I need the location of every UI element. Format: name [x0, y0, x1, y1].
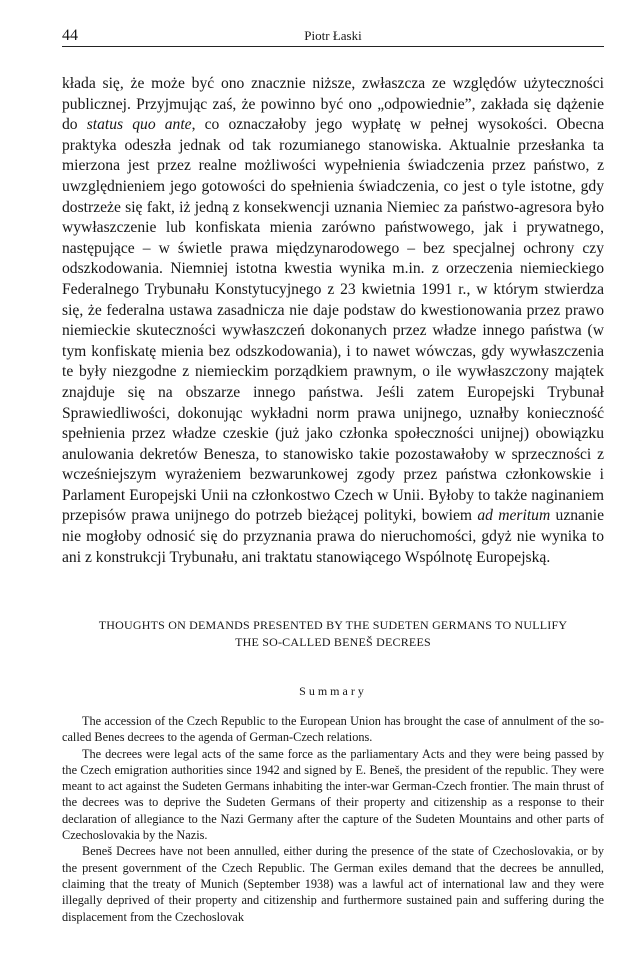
italic-phrase: ad meritum	[477, 507, 551, 525]
body-text-segment: , co oznaczałoby jego wypłatę w pełnej wysokości. Obecna praktyka odeszła jednak od tak rozumianego stanowiska. Aktualnie przesłanka ta mierzona jest przez realne możliwości wypełnienia świadczenia przez państwo, z uwzględnieniem jego gotowości do spełnienia świadczenia, co jest o tyle istotne, gdy dostrzeże się fakt, iż jedną z konsekwencji uznania Niemiec za państwo-agresora było wywłaszczenie lub konfiskata mienia zarówno państwowego, jak i prywatnego, następujące – w świetle prawa międzynarodowego – bez specjalnej ochrony czy odszkodowania. Niemniej istotna kwestia wynika m.in. z orzeczenia niemieckiego Federalnego Trybunału Konstytucyjnego z 23 kwietnia 1991 r., w którym stwierdza się, że federalna ustawa zasadnicza nie daje podstaw do kwestionowania przez prawo niemieckie skuteczności wywłaszczeń dokonanych przez władze innego państwa (w tym konfiskatę mienia bez odszkodowania), i to nawet wówczas, gdy wywłaszczenia te były niezgodne z niemieckim porządkiem prawnym, o ile wywłaszczony majątek znajduje się na obszarze innego państwa. Jeśli zatem Europejski Trybunał Sprawiedliwości, dokonując wykładni norm prawa unijnego, uznałby konieczność spełnienia przez władze czeskie (już jako członka społeczności unijnej) obowiązku anulowania dekretów Benesza, to stanowisko takie pozostawałoby w sprzeczności z wcześniejszym wyrażeniem bezwarunkowej zgody przez państwa członkowskie i Parlament Europejski Unii na członkostwo Czech w Unii. Byłoby to także naginaniem przepisów prawa unijnego do potrzeb bieżącej polityki, bowiem	[62, 116, 604, 525]
body-text-segment: uznanie nie mogłoby odnosić się do przyznania prawa do nieruchomości, gdyż nie wynika to ani z konstrukcji Trybunału, ani traktatu stanowiącego Wspólnotę Europejską.	[62, 507, 605, 566]
english-title-line: THOUGHTS ON DEMANDS PRESENTED BY THE SUDETEN GERMANS TO NULLIFY	[98, 618, 568, 632]
body-paragraph	[62, 74, 604, 568]
running-header-author: Piotr Łaski	[304, 28, 362, 43]
main-text	[62, 74, 604, 568]
summary-paragraph: The accession of the Czech Republic to the European Union has brought the case of annulment of the so-called Benes decrees to the agenda of German-Czech relations.	[62, 714, 604, 745]
page-number: 44	[62, 27, 78, 44]
summary-heading: Summary	[299, 684, 367, 698]
english-title	[62, 617, 604, 651]
summary-paragraph: Beneš Decrees have not been annulled, either during the presence of the state of Czechoslovakia, or by the present government of the Czech Republic. The German exiles demand that the decrees be annulled, claiming that the treaty of Munich (September 1938) was a lawful act of international law and they were illegally deprived of their property and citizenship and furthermore sustained pain and suffering during the displacement from the Czechoslovak	[62, 844, 604, 924]
body-text-segment: kłada się, że może być ono znacznie niższe, zwłaszcza ze względów użyteczności publicznej. Przyjmując zaś, że powinno być ono „odpowiednie”, zakłada się dążenie do	[62, 75, 604, 134]
summary-text	[62, 713, 604, 925]
italic-phrase: status quo ante	[86, 116, 192, 134]
summary-paragraph: The decrees were legal acts of the same force as the parliamentary Acts and they were being passed by the Czech emigration authorities since 1942 and signed by E. Beneš, the president of the republic. They were meant to act against the Sudeten Germans inhabiting the inter-war German-Czech frontier. The main thrust of the decrees was to deprive the Sudeten Germans of their property and citizenship as a response to their declaration of allegiance to the Nazi Germany after the capture of the Sudeten Mountains and other parts of Czechoslovakia by the Nazis.	[62, 746, 604, 843]
english-title-line: THE SO-CALLED BENEŠ DECREES	[235, 635, 431, 649]
running-header	[62, 26, 604, 47]
